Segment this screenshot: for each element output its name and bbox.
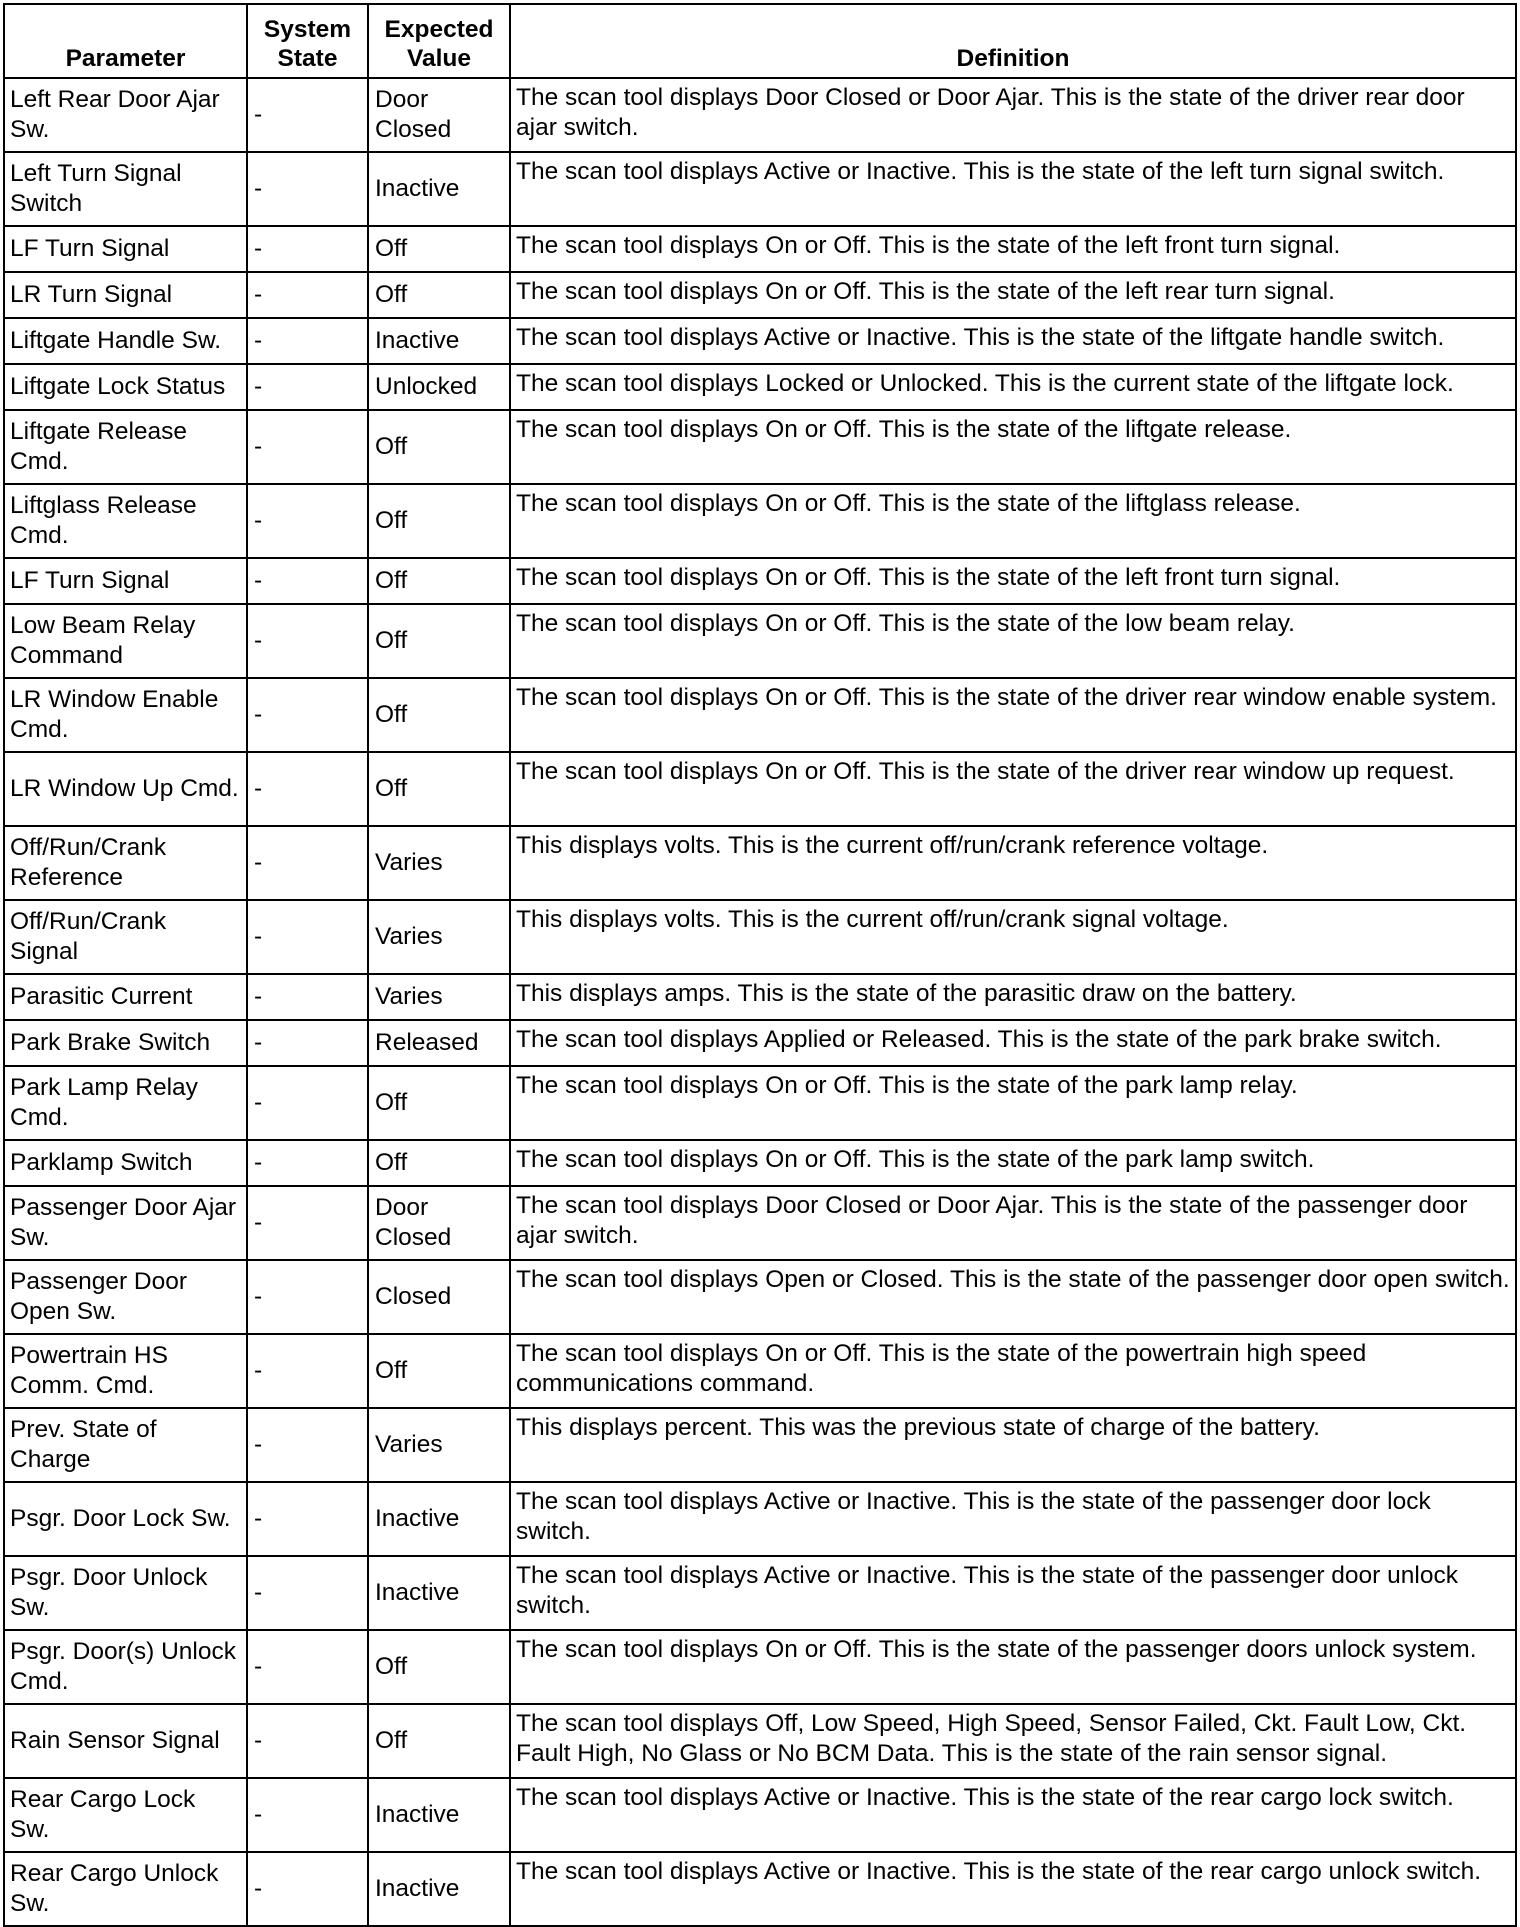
cell-parameter: Left Turn Signal Switch	[4, 152, 247, 226]
table-row	[4, 1704, 1516, 1778]
cell-definition: The scan tool displays Active or Inactive. This is the state of the rear cargo lock switch.	[510, 1778, 1516, 1852]
cell-definition: The scan tool displays On or Off. This is the state of the liftgate release.	[510, 410, 1516, 484]
table-row	[4, 1020, 1516, 1066]
cell-expected-value: Door Closed	[368, 78, 510, 152]
cell-definition: The scan tool displays Door Closed or Door Ajar. This is the state of the driver rear door ajar switch.	[510, 78, 1516, 152]
cell-system-state: -	[247, 152, 368, 226]
cell-parameter: Off/Run/Crank Signal	[4, 900, 247, 974]
cell-system-state: -	[247, 678, 368, 752]
cell-expected-value: Off	[368, 1630, 510, 1704]
cell-expected-value: Varies	[368, 900, 510, 974]
cell-system-state: -	[247, 604, 368, 678]
cell-parameter: Passenger Door Ajar Sw.	[4, 1186, 247, 1260]
cell-system-state: -	[247, 1334, 368, 1408]
cell-system-state: -	[247, 318, 368, 364]
cell-system-state: -	[247, 226, 368, 272]
cell-system-state: -	[247, 900, 368, 974]
cell-parameter: LR Window Enable Cmd.	[4, 678, 247, 752]
header-system-state: System State	[247, 4, 368, 78]
cell-parameter: Low Beam Relay Command	[4, 604, 247, 678]
table-row	[4, 152, 1516, 226]
table-row	[4, 1556, 1516, 1630]
cell-expected-value: Inactive	[368, 318, 510, 364]
cell-system-state: -	[247, 826, 368, 900]
cell-parameter: Park Brake Switch	[4, 1020, 247, 1066]
cell-parameter: Parasitic Current	[4, 974, 247, 1020]
cell-definition: The scan tool displays On or Off. This is the state of the park lamp switch.	[510, 1140, 1516, 1186]
table-row	[4, 1140, 1516, 1186]
table-row	[4, 318, 1516, 364]
cell-system-state: -	[247, 974, 368, 1020]
table-row	[4, 78, 1516, 152]
header-row	[4, 4, 1516, 78]
cell-parameter: Parklamp Switch	[4, 1140, 247, 1186]
cell-definition: This displays volts. This is the current off/run/crank signal voltage.	[510, 900, 1516, 974]
cell-parameter: Rain Sensor Signal	[4, 1704, 247, 1778]
cell-parameter: Liftgate Lock Status	[4, 364, 247, 410]
header-expected-value: Expected Value	[368, 4, 510, 78]
table-row	[4, 1066, 1516, 1140]
table-row	[4, 410, 1516, 484]
scan-tool-data-table	[3, 3, 1517, 1927]
cell-expected-value: Varies	[368, 974, 510, 1020]
cell-parameter: Powertrain HS Comm. Cmd.	[4, 1334, 247, 1408]
cell-parameter: Rear Cargo Lock Sw.	[4, 1778, 247, 1852]
cell-parameter: LF Turn Signal	[4, 558, 247, 604]
table-row	[4, 1852, 1516, 1926]
cell-definition: The scan tool displays On or Off. This is the state of the left front turn signal.	[510, 226, 1516, 272]
cell-system-state: -	[247, 1852, 368, 1926]
cell-definition: The scan tool displays On or Off. This is the state of the driver rear window up request.	[510, 752, 1516, 826]
cell-expected-value: Inactive	[368, 1852, 510, 1926]
cell-expected-value: Off	[368, 410, 510, 484]
header-definition: Definition	[510, 4, 1516, 78]
cell-system-state: -	[247, 1556, 368, 1630]
header-parameter: Parameter	[4, 4, 247, 78]
cell-parameter: Psgr. Door(s) Unlock Cmd.	[4, 1630, 247, 1704]
cell-definition: This displays volts. This is the current off/run/crank reference voltage.	[510, 826, 1516, 900]
table-row	[4, 1186, 1516, 1260]
table-row	[4, 484, 1516, 558]
table-row	[4, 364, 1516, 410]
cell-system-state: -	[247, 272, 368, 318]
cell-parameter: LR Window Up Cmd.	[4, 752, 247, 826]
table-row	[4, 1260, 1516, 1334]
cell-parameter: Psgr. Door Lock Sw.	[4, 1482, 247, 1556]
cell-parameter: LR Turn Signal	[4, 272, 247, 318]
table-row	[4, 900, 1516, 974]
cell-system-state: -	[247, 1066, 368, 1140]
cell-parameter: Liftgate Handle Sw.	[4, 318, 247, 364]
cell-definition: The scan tool displays Active or Inactive. This is the state of the left turn signal switch.	[510, 152, 1516, 226]
cell-definition: The scan tool displays Locked or Unlocked. This is the current state of the liftgate lock.	[510, 364, 1516, 410]
cell-definition: The scan tool displays Active or Inactive. This is the state of the passenger door lock switch.	[510, 1482, 1516, 1556]
cell-definition: The scan tool displays Active or Inactive. This is the state of the passenger door unlock switch.	[510, 1556, 1516, 1630]
cell-expected-value: Off	[368, 1066, 510, 1140]
cell-expected-value: Off	[368, 272, 510, 318]
cell-expected-value: Varies	[368, 826, 510, 900]
cell-expected-value: Unlocked	[368, 364, 510, 410]
table-row	[4, 1482, 1516, 1556]
cell-expected-value: Off	[368, 1704, 510, 1778]
cell-definition: The scan tool displays On or Off. This is the state of the passenger doors unlock system.	[510, 1630, 1516, 1704]
cell-system-state: -	[247, 410, 368, 484]
cell-definition: The scan tool displays On or Off. This is the state of the left rear turn signal.	[510, 272, 1516, 318]
cell-definition: The scan tool displays On or Off. This is the state of the low beam relay.	[510, 604, 1516, 678]
cell-expected-value: Released	[368, 1020, 510, 1066]
table-row	[4, 678, 1516, 752]
cell-parameter: Off/Run/Crank Reference	[4, 826, 247, 900]
cell-system-state: -	[247, 1186, 368, 1260]
cell-system-state: -	[247, 78, 368, 152]
cell-parameter: Rear Cargo Unlock Sw.	[4, 1852, 247, 1926]
cell-expected-value: Off	[368, 752, 510, 826]
cell-expected-value: Inactive	[368, 1482, 510, 1556]
cell-system-state: -	[247, 364, 368, 410]
cell-expected-value: Off	[368, 678, 510, 752]
cell-definition: The scan tool displays Active or Inactive. This is the state of the rear cargo unlock switch.	[510, 1852, 1516, 1926]
table-row	[4, 752, 1516, 826]
cell-expected-value: Inactive	[368, 152, 510, 226]
cell-system-state: -	[247, 1704, 368, 1778]
cell-system-state: -	[247, 484, 368, 558]
table-row	[4, 272, 1516, 318]
cell-system-state: -	[247, 558, 368, 604]
cell-definition: The scan tool displays On or Off. This is the state of the driver rear window enable system.	[510, 678, 1516, 752]
cell-parameter: Park Lamp Relay Cmd.	[4, 1066, 247, 1140]
cell-definition: The scan tool displays Door Closed or Door Ajar. This is the state of the passenger door ajar switch.	[510, 1186, 1516, 1260]
table-row	[4, 974, 1516, 1020]
cell-expected-value: Off	[368, 1334, 510, 1408]
table-row	[4, 1408, 1516, 1482]
cell-expected-value: Closed	[368, 1260, 510, 1334]
parameter-table	[3, 3, 1517, 1927]
cell-expected-value: Off	[368, 604, 510, 678]
cell-definition: This displays amps. This is the state of the parasitic draw on the battery.	[510, 974, 1516, 1020]
cell-system-state: -	[247, 1778, 368, 1852]
cell-parameter: LF Turn Signal	[4, 226, 247, 272]
cell-expected-value: Varies	[368, 1408, 510, 1482]
cell-system-state: -	[247, 1020, 368, 1066]
cell-expected-value: Inactive	[368, 1556, 510, 1630]
table-row	[4, 226, 1516, 272]
table-row	[4, 826, 1516, 900]
cell-parameter: Left Rear Door Ajar Sw.	[4, 78, 247, 152]
cell-definition: The scan tool displays Off, Low Speed, High Speed, Sensor Failed, Ckt. Fault Low, Ckt. Fault High, No Glass or No BCM Data. This is the state of the rain sensor signal.	[510, 1704, 1516, 1778]
cell-definition: This displays percent. This was the previous state of charge of the battery.	[510, 1408, 1516, 1482]
cell-parameter: Prev. State of Charge	[4, 1408, 247, 1482]
cell-definition: The scan tool displays On or Off. This is the state of the powertrain high speed communications command.	[510, 1334, 1516, 1408]
cell-definition: The scan tool displays On or Off. This is the state of the liftglass release.	[510, 484, 1516, 558]
cell-definition: The scan tool displays On or Off. This is the state of the left front turn signal.	[510, 558, 1516, 604]
cell-system-state: -	[247, 1482, 368, 1556]
cell-expected-value: Inactive	[368, 1778, 510, 1852]
cell-parameter: Liftgate Release Cmd.	[4, 410, 247, 484]
cell-system-state: -	[247, 1140, 368, 1186]
cell-definition: The scan tool displays Applied or Released. This is the state of the park brake switch.	[510, 1020, 1516, 1066]
cell-expected-value: Off	[368, 226, 510, 272]
cell-definition: The scan tool displays Active or Inactive. This is the state of the liftgate handle switch.	[510, 318, 1516, 364]
cell-parameter: Passenger Door Open Sw.	[4, 1260, 247, 1334]
cell-system-state: -	[247, 1630, 368, 1704]
cell-definition: The scan tool displays On or Off. This is the state of the park lamp relay.	[510, 1066, 1516, 1140]
cell-parameter: Psgr. Door Unlock Sw.	[4, 1556, 247, 1630]
table-row	[4, 1630, 1516, 1704]
cell-definition: The scan tool displays Open or Closed. This is the state of the passenger door open switch.	[510, 1260, 1516, 1334]
cell-expected-value: Off	[368, 1140, 510, 1186]
table-row	[4, 558, 1516, 604]
table-row	[4, 1334, 1516, 1408]
cell-system-state: -	[247, 752, 368, 826]
cell-system-state: -	[247, 1260, 368, 1334]
cell-expected-value: Off	[368, 558, 510, 604]
table-row	[4, 1778, 1516, 1852]
cell-system-state: -	[247, 1408, 368, 1482]
table-row	[4, 604, 1516, 678]
cell-expected-value: Door Closed	[368, 1186, 510, 1260]
cell-expected-value: Off	[368, 484, 510, 558]
cell-parameter: Liftglass Release Cmd.	[4, 484, 247, 558]
